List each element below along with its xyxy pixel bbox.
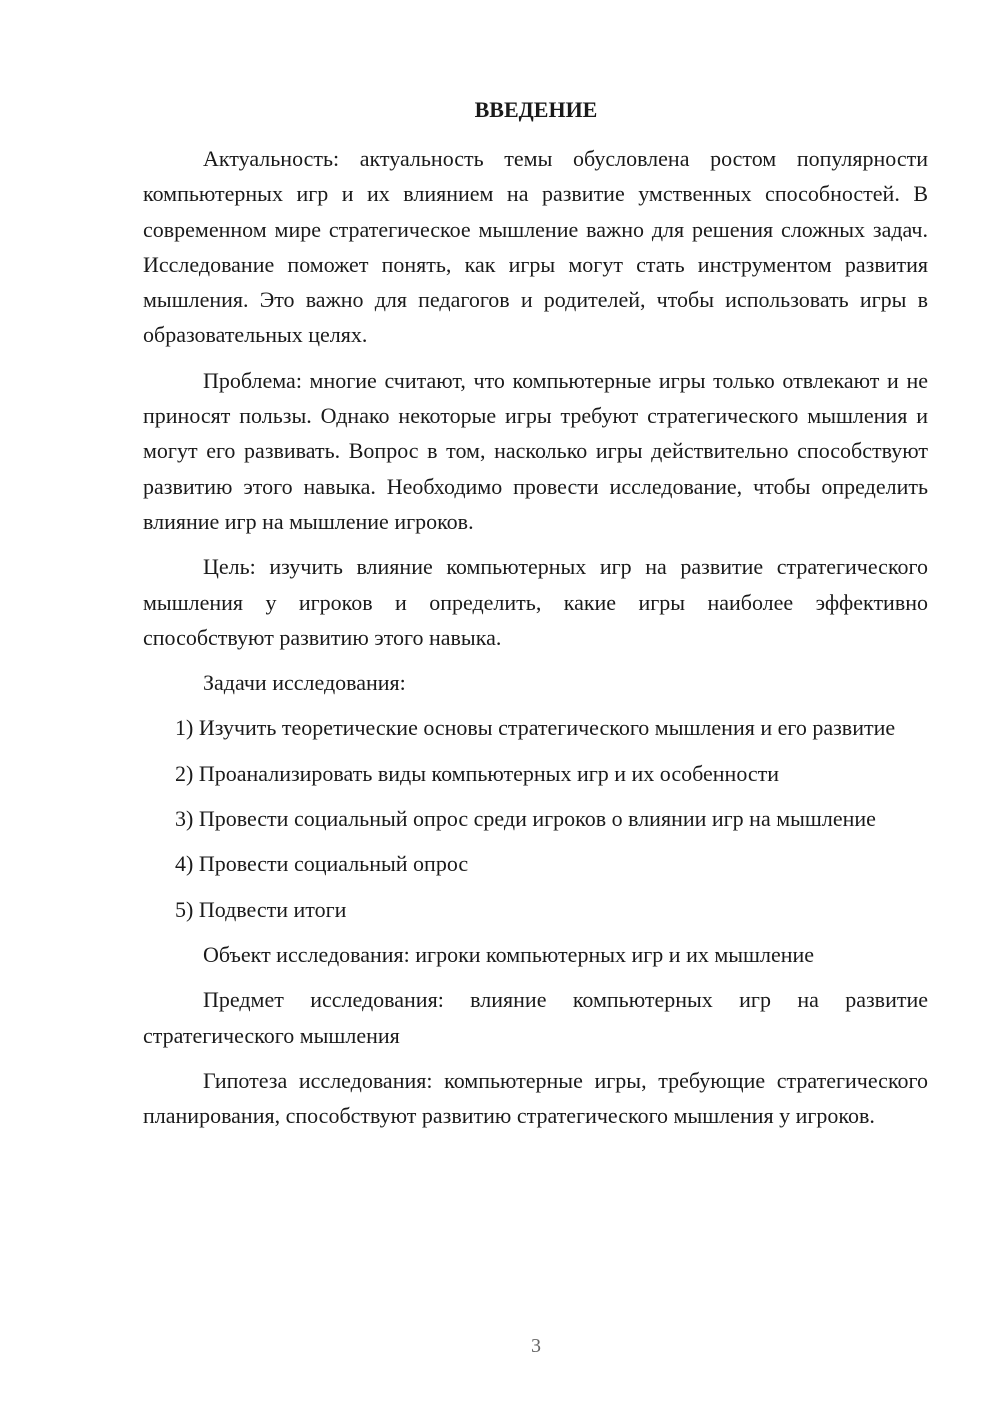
paragraph-object: Объект исследования: игроки компьютерных игр и их мышление bbox=[203, 941, 815, 967]
document-body bbox=[143, 141, 928, 1133]
section-title: ВВЕДЕНИЕ bbox=[474, 97, 598, 122]
paragraph-hypothesis: Гипотеза исследования: компьютерные игры, требующие стратегического планирования, способствуют развитию стратегического мышления у игроков. bbox=[143, 1067, 928, 1129]
task-item-1: 1) Изучить теоретические основы стратегического мышления и его развитие bbox=[175, 715, 896, 741]
task-item-2: 2) Проанализировать виды компьютерных игр и их особенности bbox=[175, 760, 780, 786]
page-number: 3 bbox=[531, 1335, 541, 1357]
task-item-3: 3) Провести социальный опрос среди игроков о влиянии игр на мышление bbox=[175, 806, 876, 832]
paragraph-goal: Цель: изучить влияние компьютерных игр на развитие стратегического мышления у игроков и определить, какие игры наиболее эффективно способствуют развитию этого навыка. bbox=[143, 554, 928, 650]
task-item-4: 4) Провести социальный опрос bbox=[175, 851, 469, 877]
paragraph-relevance: Актуальность: актуальность темы обусловлена ростом популярности компьютерных игр и их влиянием на развитие умственных способностей. В современном мире стратегическое мышление важно для решения сложных задач. Исследование поможет понять, как игры могут стать инструментом развития мышления. Это важно для педагогов и родителей, чтобы использовать игры в образовательных целях. bbox=[143, 146, 928, 348]
tasks-heading: Задачи исследования: bbox=[203, 670, 406, 696]
paragraph-problem: Проблема: многие считают, что компьютерные игры только отвлекают и не приносят пользы. Однако некоторые игры требуют стратегического мышления и могут его развивать. Вопрос в том, насколько игры действительно способствуют развитию этого навыка. Необходимо провести исследование, чтобы определить влияние игр на мышление игроков. bbox=[143, 367, 928, 534]
paragraph-subject: Предмет исследования: влияние компьютерных игр на развитие стратегического мышления bbox=[143, 987, 928, 1048]
task-item-5: 5) Подвести итоги bbox=[175, 896, 347, 922]
